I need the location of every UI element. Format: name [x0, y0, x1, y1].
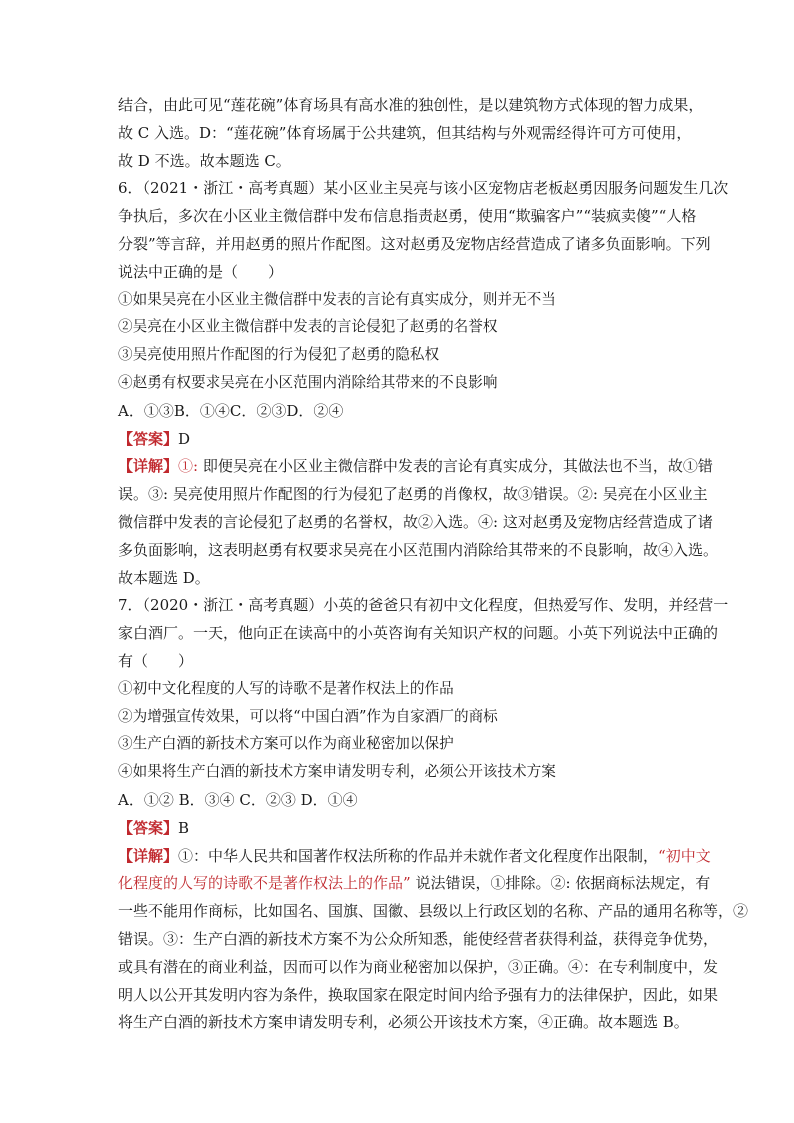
statement-item: ①如果吴亮在小区业主微信群中发表的言论有真实成分，则并无不当 — [118, 290, 556, 308]
statement-item: ③吴亮使用照片作配图的行为侵犯了赵勇的隐私权 — [118, 346, 440, 364]
page-content — [118, 92, 749, 1037]
detail-text: 即便吴亮在小区业主微信群中发表的言论有真实成分，其做法也不当，故①错 — [198, 457, 713, 476]
statement-item: ③生产白酒的新技术方案可以作为商业秘密加以保护 — [118, 735, 454, 753]
text-line: 结合，由此可见“莲花碗”体育场具有高水准的独创性，是以建筑物方式体现的智力成果， — [118, 96, 704, 114]
answer-line — [118, 815, 694, 843]
answer-options: A．①② B．③④ C．②③ D．①④ — [118, 790, 358, 809]
detail-line — [118, 453, 713, 481]
text-line: 故 D 不选。故本题选 C。 — [118, 151, 291, 170]
detail-tag: 【详解】 — [118, 846, 179, 865]
statement-item: ①初中文化程度的人写的诗歌不是著作权法上的作品 — [118, 679, 454, 697]
statement-item: ④如果将生产白酒的新技术方案申请发明专利，必须公开该技术方案 — [118, 763, 556, 781]
detail-line: 将生产白酒的新技术方案申请发明专利，必须公开该技术方案，④正确。故本题选 B。 — [118, 1013, 689, 1032]
detail-marker: ①: — [178, 457, 199, 476]
text-line: 故 C 入选。D：“莲花碗”体育场属于公共建筑，但其结构与外观需经得许可方可使用， — [118, 123, 692, 142]
question-stem-line: 分裂”等言辞，并用赵勇的照片作配图。这对赵勇及宠物店经营造成了诸多负面影响。下列 — [118, 234, 711, 253]
detail-quote: “初中文 — [658, 846, 711, 865]
detail-line: 一些不能用作商标，比如国名、国旗、国徽、县级以上行政区划的名称、产品的通用名称等，② — [118, 902, 749, 921]
detail-text: 说法错误，①排除。②: 依据商标法规定，有 — [410, 874, 711, 893]
answer-tag: 【答案】 — [118, 818, 179, 837]
statement-item: ②为增强宣传效果，可以将“中国白酒”作为自家酒厂的商标 — [118, 707, 498, 725]
detail-line: 误。③: 吴亮使用照片作配图的行为侵犯了赵勇的肖像权，故③错误。②: 吴亮在小区业主 — [118, 485, 708, 504]
question-stem-line: 争执后，多次在小区业主微信群中发布信息指责赵勇，使用“欺骗客户”“装疯卖傻”“人格 — [118, 207, 697, 226]
statement-item: ④赵勇有权要求吴亮在小区范围内消除给其带来的不良影响 — [118, 373, 498, 391]
answer-value: D — [178, 429, 191, 448]
detail-quote: 化程度的人写的诗歌不是著作权法上的作品” — [118, 874, 411, 893]
question-stem-line: 家白酒厂。一天，他向正在读高中的小英咨询有关知识产权的问题。小英下列说法中正确的 — [118, 624, 719, 643]
detail-text: ①：中华人民共和国著作权法所称的作品并未就作者文化程度作出限制， — [178, 846, 659, 865]
question-6 — [118, 175, 729, 592]
detail-tag: 【详解】 — [118, 457, 179, 476]
answer-tag: 【答案】 — [118, 429, 179, 448]
question-stem-line: 7．（2020・浙江・高考真题）小英的爸爸只有初中文化程度，但热爱写作、发明，并经营一 — [118, 596, 729, 615]
previous-answer-tail — [118, 92, 704, 175]
statement-item: ②吴亮在小区业主微信群中发表的言论侵犯了赵勇的名誉权 — [118, 318, 498, 336]
detail-line: 多负面影响，这表明赵勇有权要求吴亮在小区范围内消除给其带来的不良影响，故④入选。 — [118, 540, 719, 559]
detail-line — [118, 870, 711, 898]
detail-line: 或具有潜在的商业利益，因而可以作为商业秘密加以保护，③正确。④：在专利制度中，发 — [118, 957, 719, 976]
question-stem-line: 6．（2021・浙江・高考真题）某小区业主吴亮与该小区宠物店老板赵勇因服务问题发生几次 — [118, 179, 729, 198]
detail-line — [118, 843, 711, 871]
detail-line: 微信群中发表的言论侵犯了赵勇的名誉权，故②入选。④: 这对赵勇及宠物店经营造成了诸 — [118, 512, 713, 531]
answer-line — [118, 426, 694, 454]
answer-value: B — [178, 818, 190, 837]
question-stem-line: 有（ ） — [118, 651, 194, 670]
detail-line: 错误。③：生产白酒的新技术方案不为公众所知悉，能使经营者获得利益，获得竞争优势， — [118, 929, 719, 948]
detail-line: 故本题选 D。 — [118, 568, 210, 587]
question-stem-line: 说法中正确的是（ ） — [118, 262, 284, 281]
detail-line: 明人以公开其发明内容为条件，换取国家在限定时间内给予强有力的法律保护，因此，如果 — [118, 985, 719, 1004]
question-7 — [118, 592, 749, 1037]
answer-options: A．①③B．①④C．②③D．②④ — [118, 401, 344, 420]
